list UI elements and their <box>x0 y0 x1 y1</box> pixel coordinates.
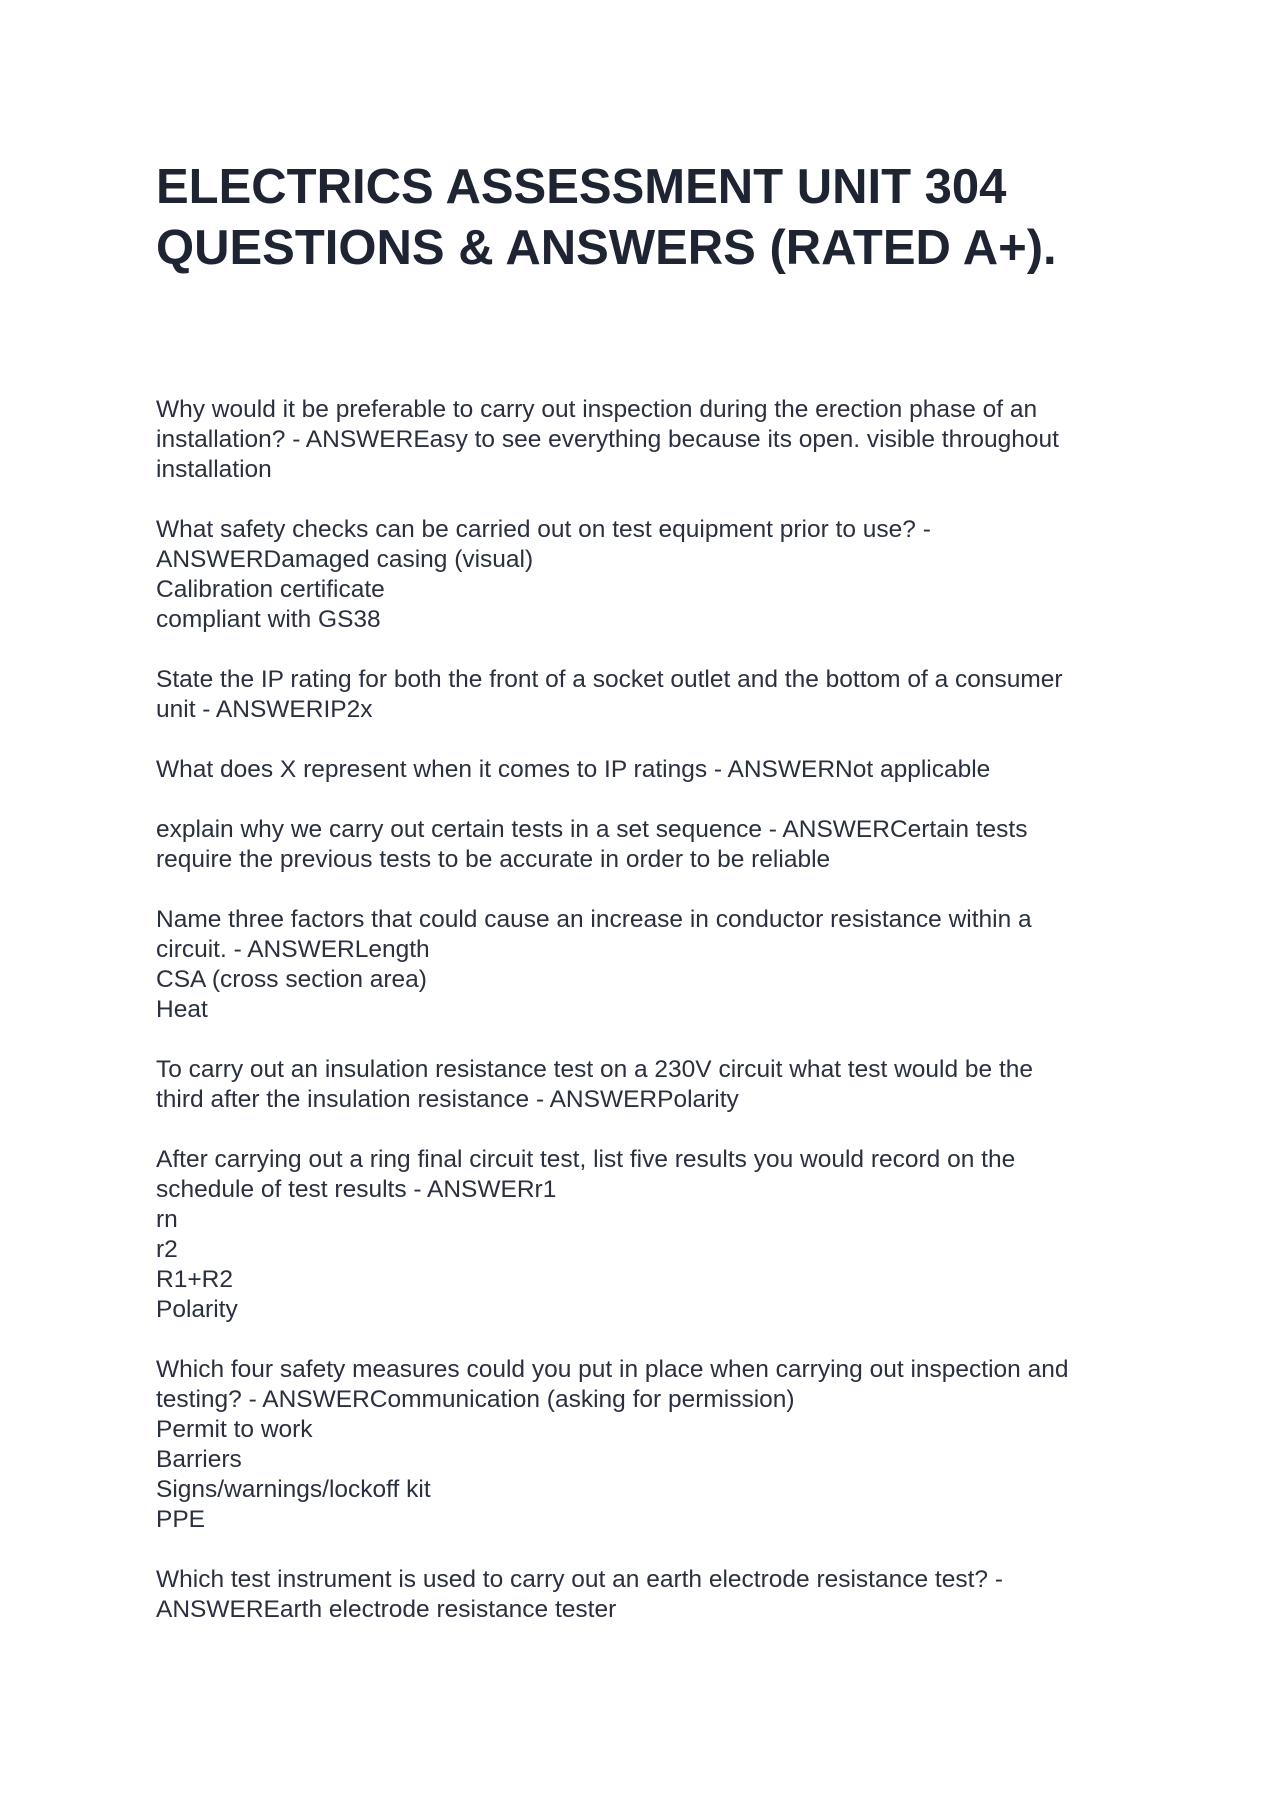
qa-line: State the IP rating for both the front of a socket outlet and the bottom of a consumer <box>156 666 1063 693</box>
qa-item <box>156 1145 1156 1325</box>
qa-item <box>156 515 1156 635</box>
qa-line: installation? - ANSWEREasy to see everything because its open. visible throughout <box>156 426 1059 453</box>
qa-list <box>156 395 1156 1655</box>
qa-item <box>156 665 1156 725</box>
qa-line: What safety checks can be carried out on test equipment prior to use? - <box>156 516 931 543</box>
qa-line: After carrying out a ring final circuit test, list five results you would record on the <box>156 1146 1016 1173</box>
qa-line: Calibration certificate <box>156 576 385 603</box>
qa-line: Barriers <box>156 1446 242 1473</box>
qa-line: Permit to work <box>156 1416 313 1443</box>
qa-line: Why would it be preferable to carry out inspection during the erection phase of an <box>156 396 1038 423</box>
qa-line: compliant with GS38 <box>156 606 381 633</box>
qa-item <box>156 815 1156 875</box>
qa-line: PPE <box>156 1506 206 1533</box>
qa-line: explain why we carry out certain tests in a set sequence - ANSWERCertain tests <box>156 816 1028 843</box>
qa-line: r2 <box>156 1236 178 1263</box>
qa-line: circuit. - ANSWERLength <box>156 936 430 963</box>
qa-line: Which four safety measures could you put in place when carrying out inspection and <box>156 1356 1069 1383</box>
qa-line: rn <box>156 1206 178 1233</box>
qa-line: Name three factors that could cause an increase in conductor resistance within a <box>156 906 1032 933</box>
qa-item <box>156 905 1156 1025</box>
title-line: ELECTRICS ASSESSMENT UNIT 304 <box>156 160 1007 214</box>
qa-item <box>156 395 1156 485</box>
qa-line: Which test instrument is used to carry out an earth electrode resistance test? - <box>156 1566 1003 1593</box>
qa-line: To carry out an insulation resistance test on a 230V circuit what test would be the <box>156 1056 1034 1083</box>
qa-line: third after the insulation resistance - ANSWERPolarity <box>156 1086 739 1113</box>
qa-line: Heat <box>156 996 208 1023</box>
page-title <box>156 157 1156 279</box>
qa-line: unit - ANSWERIP2x <box>156 696 373 723</box>
qa-item <box>156 1565 1156 1625</box>
qa-item <box>156 1355 1156 1535</box>
title-line: QUESTIONS & ANSWERS (RATED A+). <box>156 221 1057 275</box>
qa-line: Signs/warnings/lockoff kit <box>156 1476 431 1503</box>
qa-line: R1+R2 <box>156 1266 233 1293</box>
qa-line: ANSWEREarth electrode resistance tester <box>156 1596 617 1623</box>
qa-line: testing? - ANSWERCommunication (asking for permission) <box>156 1386 795 1413</box>
qa-line: schedule of test results - ANSWERr1 <box>156 1176 557 1203</box>
qa-line: CSA (cross section area) <box>156 966 427 993</box>
qa-line: What does X represent when it comes to IP ratings - ANSWERNot applicable <box>156 756 991 783</box>
qa-line: installation <box>156 456 272 483</box>
qa-item <box>156 755 1156 785</box>
qa-line: require the previous tests to be accurate in order to be reliable <box>156 846 831 873</box>
qa-line: Polarity <box>156 1296 238 1323</box>
qa-line: ANSWERDamaged casing (visual) <box>156 546 534 573</box>
qa-item <box>156 1055 1156 1115</box>
